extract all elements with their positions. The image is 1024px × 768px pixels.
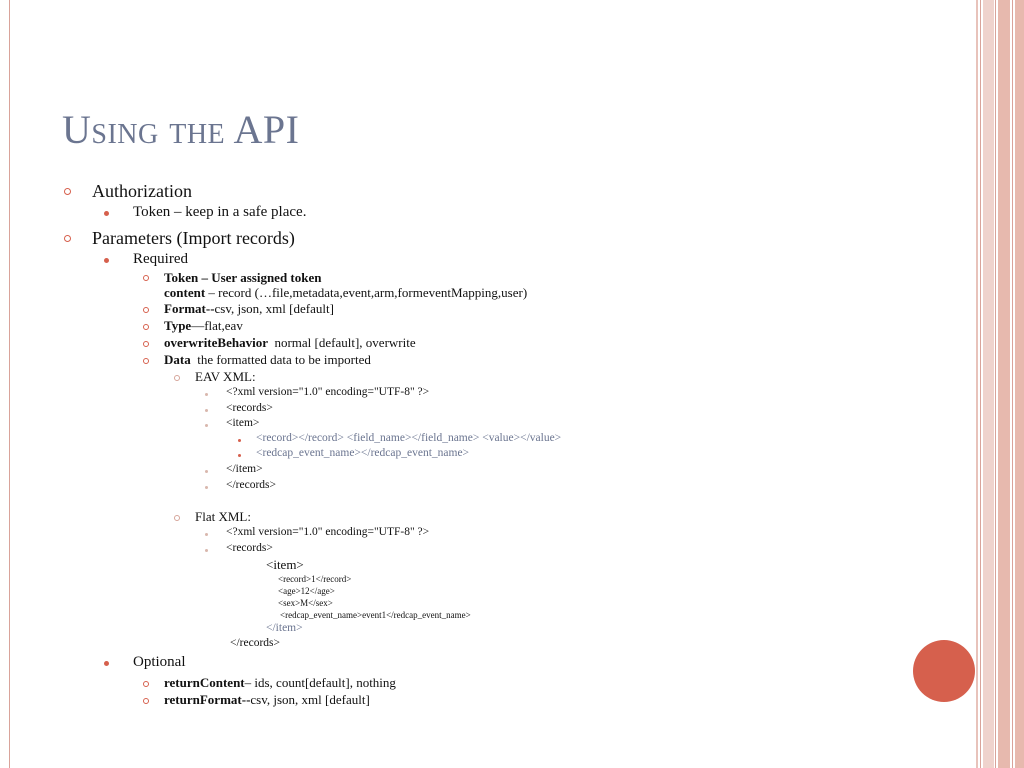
bullet-dot	[205, 549, 208, 552]
bullet-dot	[238, 454, 241, 457]
return-format-value: csv, json, xml [default]	[250, 692, 370, 707]
slide-title: Using the API	[62, 107, 300, 152]
return-format-key: returnFormat--	[164, 692, 251, 707]
bullet-ring	[143, 307, 149, 313]
bullet-dot	[205, 486, 208, 489]
data-param	[164, 352, 371, 368]
eav-sub-line: <record></record> <field_name></field_name> <value></value>	[256, 432, 562, 444]
authorization-heading: Authorization	[92, 181, 192, 201]
accent-circle	[913, 640, 975, 702]
overwrite-value: normal [default], overwrite	[274, 335, 416, 350]
flat-field: <age>12</age>	[278, 586, 335, 596]
optional-heading: Optional	[133, 654, 186, 670]
bullet-ring	[143, 358, 149, 364]
return-content-value: – ids, count[default], nothing	[244, 675, 396, 690]
eav-heading: EAV XML:	[195, 369, 256, 384]
token-note: Token – keep in a safe place.	[133, 204, 307, 220]
content-param	[164, 285, 527, 301]
flat-field: <redcap_event_name>event1</redcap_event_name>	[280, 610, 471, 620]
flat-records-close: </records>	[230, 637, 281, 649]
type-param	[164, 318, 243, 334]
data-value: the formatted data to be imported	[197, 352, 371, 367]
bullet-ring	[143, 275, 149, 281]
bullet-dot	[104, 258, 109, 263]
right-border-stripes	[976, 0, 1024, 768]
flat-line: <records>	[226, 542, 273, 554]
bullet-dot	[205, 470, 208, 473]
overwrite-param	[164, 335, 416, 351]
bullet-dot	[238, 439, 241, 442]
flat-field: <sex>M</sex>	[278, 598, 333, 608]
bullet-ring	[143, 324, 149, 330]
bullet-ring	[174, 375, 180, 381]
overwrite-key: overwriteBehavior	[164, 335, 268, 350]
return-content-param	[164, 675, 396, 691]
flat-heading: Flat XML:	[195, 509, 251, 524]
type-key: Type	[164, 318, 192, 333]
token-label: Token – User assigned token	[164, 270, 322, 285]
bullet-dot	[205, 393, 208, 396]
bullet-dot	[205, 533, 208, 536]
type-value: —flat,eav	[191, 318, 243, 333]
bullet-ring	[143, 698, 149, 704]
content-key: content	[164, 285, 206, 300]
bullet-dot	[104, 211, 109, 216]
bullet-ring	[143, 341, 149, 347]
flat-line: <?xml version="1.0" encoding="UTF-8" ?>	[226, 526, 430, 538]
flat-item-close: </item>	[266, 622, 303, 634]
eav-line: <item>	[226, 417, 260, 429]
return-format-param	[164, 692, 370, 708]
eav-sub-line: <redcap_event_name></redcap_event_name>	[256, 447, 470, 459]
bullet-ring	[64, 235, 71, 242]
content-value: – record (…file,metadata,event,arm,formeventMapping,user)	[205, 285, 528, 300]
flat-item-open: <item>	[266, 557, 304, 572]
parameters-heading: Parameters (Import records)	[92, 228, 295, 248]
data-key: Data	[164, 352, 191, 367]
format-param	[164, 301, 334, 317]
bullet-ring	[174, 515, 180, 521]
bullet-ring	[64, 188, 71, 195]
required-heading: Required	[133, 251, 188, 267]
bullet-dot	[205, 409, 208, 412]
eav-line: <?xml version="1.0" encoding="UTF-8" ?>	[226, 386, 430, 398]
format-value: csv, json, xml [default]	[214, 301, 334, 316]
bullet-dot	[104, 661, 109, 666]
left-border-line	[9, 0, 10, 768]
flat-field: <record>1</record>	[278, 574, 352, 584]
eav-closing-line: </records>	[226, 479, 277, 491]
format-key: Format--	[164, 301, 215, 316]
eav-line: <records>	[226, 402, 273, 414]
eav-closing-line: </item>	[226, 463, 263, 475]
return-content-key: returnContent	[164, 675, 245, 690]
bullet-ring	[143, 681, 149, 687]
bullet-dot	[205, 424, 208, 427]
